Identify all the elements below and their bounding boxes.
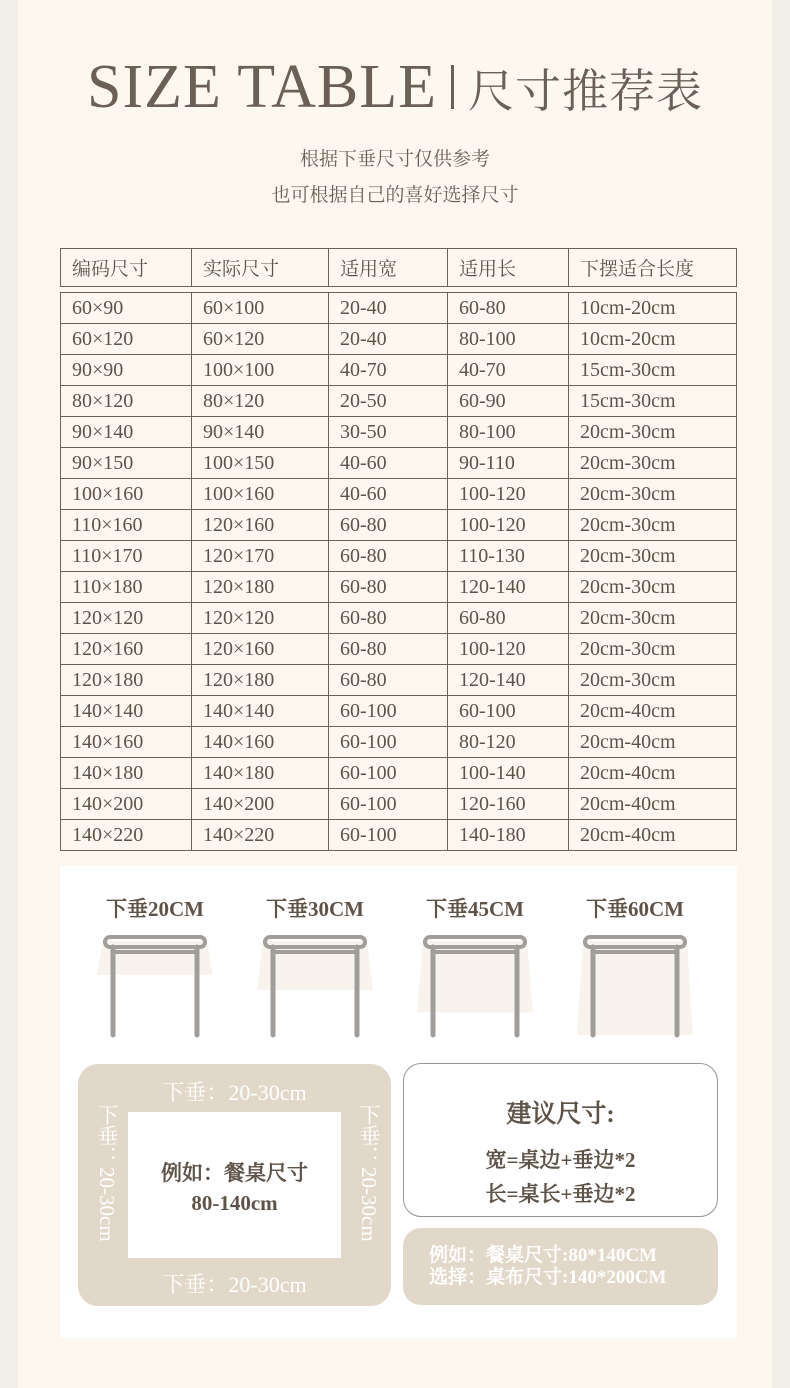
table-cell: 100×160 (192, 479, 329, 510)
table-cell: 20-40 (329, 293, 448, 324)
table-cell: 100-120 (448, 479, 569, 510)
table-cell: 120-160 (448, 789, 569, 820)
drop-example (245, 893, 385, 1047)
table-cell: 40-70 (329, 355, 448, 386)
table-with-cloth-icon (85, 933, 225, 1043)
table-cell: 120×160 (192, 510, 329, 541)
table-row (61, 758, 737, 789)
drop-label: 下垂30CM (266, 897, 364, 921)
table-cell: 60-80 (448, 603, 569, 634)
drop-right-label: 下垂：20-30cm (357, 1104, 381, 1242)
table-cell: 120×170 (192, 541, 329, 572)
title-cn: 尺寸推荐表 (468, 64, 704, 118)
table-cell: 20cm-30cm (569, 448, 737, 479)
table-cell: 60-90 (448, 386, 569, 417)
advice-box (403, 1063, 718, 1217)
table-cell: 140×140 (61, 696, 192, 727)
table-cell: 120×120 (61, 603, 192, 634)
table-cell: 120×180 (61, 665, 192, 696)
table-cell: 90×90 (61, 355, 192, 386)
table-cell: 20cm-40cm (569, 820, 737, 851)
table-top-area (128, 1112, 341, 1258)
table-cell: 60-80 (329, 541, 448, 572)
drop-example (85, 893, 225, 1047)
table-row (61, 386, 737, 417)
table-row (61, 572, 737, 603)
table-cell: 10cm-20cm (569, 324, 737, 355)
table-row (61, 634, 737, 665)
column-header: 适用宽 (329, 249, 448, 287)
table-cell: 100×150 (192, 448, 329, 479)
drop-label: 下垂45CM (426, 897, 524, 921)
drop-label: 下垂20CM (106, 897, 204, 921)
table-cell: 60×100 (192, 293, 329, 324)
table-cell: 20cm-30cm (569, 541, 737, 572)
table-row (61, 541, 737, 572)
table-cell: 80-100 (448, 324, 569, 355)
table-cell: 20cm-40cm (569, 727, 737, 758)
table-row (61, 727, 737, 758)
table-size-label: 例如：餐桌尺寸 (161, 1161, 308, 1185)
table-cell: 120×160 (61, 634, 192, 665)
table-cell: 20cm-40cm (569, 696, 737, 727)
advice-width-formula: 宽=桌边+垂边*2 (485, 1148, 636, 1172)
table-cell: 60-100 (448, 696, 569, 727)
example-tablecloth-diagram (78, 1064, 391, 1306)
page-title (0, 52, 790, 123)
table-cell: 110×160 (61, 510, 192, 541)
drop-top-label: 下垂：20-30cm (162, 1080, 307, 1105)
table-cell: 100-120 (448, 634, 569, 665)
table-row (61, 789, 737, 820)
table-cell: 20-40 (329, 324, 448, 355)
table-cell: 40-60 (329, 479, 448, 510)
table-cell: 60×120 (192, 324, 329, 355)
table-cell: 100×100 (192, 355, 329, 386)
table-cell: 140×220 (192, 820, 329, 851)
table-cell: 60-100 (329, 758, 448, 789)
table-cell: 120×160 (192, 634, 329, 665)
column-header: 编码尺寸 (61, 249, 192, 287)
table-cell: 40-60 (329, 448, 448, 479)
table-cell: 140×200 (192, 789, 329, 820)
table-cell: 80×120 (192, 386, 329, 417)
table-cell: 40-70 (448, 355, 569, 386)
table-row (61, 324, 737, 355)
table-cell: 120-140 (448, 665, 569, 696)
table-cell: 120×180 (192, 572, 329, 603)
table-cell: 30-50 (329, 417, 448, 448)
table-cell: 60-80 (329, 665, 448, 696)
title-divider (451, 65, 454, 109)
table-with-cloth-icon (565, 933, 705, 1043)
drop-bottom-label: 下垂：20-30cm (162, 1272, 307, 1297)
table-cell: 20cm-40cm (569, 789, 737, 820)
advice-title: 建议尺寸: (506, 1101, 615, 1128)
column-header: 适用长 (448, 249, 569, 287)
table-cell: 60-100 (329, 789, 448, 820)
table-row (61, 417, 737, 448)
table-cell: 20cm-30cm (569, 603, 737, 634)
drop-label: 下垂60CM (586, 897, 684, 921)
table-cell: 140×160 (61, 727, 192, 758)
table-cell: 20cm-30cm (569, 665, 737, 696)
drop-left-label: 下垂：20-30cm (95, 1104, 119, 1242)
table-cell: 140×180 (192, 758, 329, 789)
example-box (403, 1228, 718, 1305)
table-cell: 100-140 (448, 758, 569, 789)
table-cell: 90-110 (448, 448, 569, 479)
table-cell: 60-100 (329, 820, 448, 851)
table-cell: 140×220 (61, 820, 192, 851)
table-cell: 60-80 (329, 634, 448, 665)
size-table-header (60, 248, 737, 287)
drop-example (405, 893, 545, 1047)
table-cell: 120-140 (448, 572, 569, 603)
table-cell: 90×140 (192, 417, 329, 448)
table-cell: 140×200 (61, 789, 192, 820)
table-cell: 110×170 (61, 541, 192, 572)
subtitle-2: 也可根据自己的喜好选择尺寸 (271, 184, 519, 206)
table-cell: 100×160 (61, 479, 192, 510)
table-cell: 20-50 (329, 386, 448, 417)
table-cell: 15cm-30cm (569, 355, 737, 386)
table-cell: 20cm-30cm (569, 572, 737, 603)
table-cell: 60-100 (329, 696, 448, 727)
table-cell: 10cm-20cm (569, 293, 737, 324)
table-row (61, 510, 737, 541)
advice-length-formula: 长=桌长+垂边*2 (485, 1182, 636, 1206)
table-cell: 140×140 (192, 696, 329, 727)
table-with-cloth-icon (245, 933, 385, 1043)
column-header: 实际尺寸 (192, 249, 329, 287)
example-line-2: 选择：桌布尺寸:140*200CM (429, 1267, 667, 1288)
table-cell: 60×90 (61, 293, 192, 324)
table-cell: 140×160 (192, 727, 329, 758)
subtitle-1: 根据下垂尺寸仅供参考 (299, 148, 490, 170)
table-row (61, 665, 737, 696)
title-en: SIZE TABLE (86, 53, 438, 121)
table-cell: 60-80 (329, 572, 448, 603)
table-cell: 140-180 (448, 820, 569, 851)
table-cell: 20cm-30cm (569, 479, 737, 510)
table-cell: 60-80 (329, 510, 448, 541)
table-cell: 20cm-40cm (569, 758, 737, 789)
table-cell: 60-100 (329, 727, 448, 758)
example-line-1: 例如：餐桌尺寸:80*140CM (429, 1245, 657, 1266)
table-cell: 120×180 (192, 665, 329, 696)
table-cell: 110-130 (448, 541, 569, 572)
table-cell: 60×120 (61, 324, 192, 355)
table-cell: 80×120 (61, 386, 192, 417)
table-cell: 15cm-30cm (569, 386, 737, 417)
table-row (61, 448, 737, 479)
table-cell: 20cm-30cm (569, 510, 737, 541)
table-cell: 100-120 (448, 510, 569, 541)
table-cell: 140×180 (61, 758, 192, 789)
table-row (61, 696, 737, 727)
table-row (61, 820, 737, 851)
table-with-cloth-icon (405, 933, 545, 1043)
table-cell: 60-80 (329, 603, 448, 634)
table-cell: 90×150 (61, 448, 192, 479)
table-cell: 80-100 (448, 417, 569, 448)
size-table (60, 292, 737, 851)
column-header: 下摆适合长度 (569, 249, 737, 287)
table-cell: 110×180 (61, 572, 192, 603)
table-row (61, 293, 737, 324)
table-row (61, 355, 737, 386)
table-cell: 20cm-30cm (569, 634, 737, 665)
table-cell: 20cm-30cm (569, 417, 737, 448)
table-row (61, 603, 737, 634)
table-cell: 120×120 (192, 603, 329, 634)
table-cell: 80-120 (448, 727, 569, 758)
table-cell: 60-80 (448, 293, 569, 324)
table-size-value: 80-140cm (191, 1191, 278, 1215)
table-cell: 90×140 (61, 417, 192, 448)
table-row (61, 479, 737, 510)
drop-example (565, 893, 705, 1047)
